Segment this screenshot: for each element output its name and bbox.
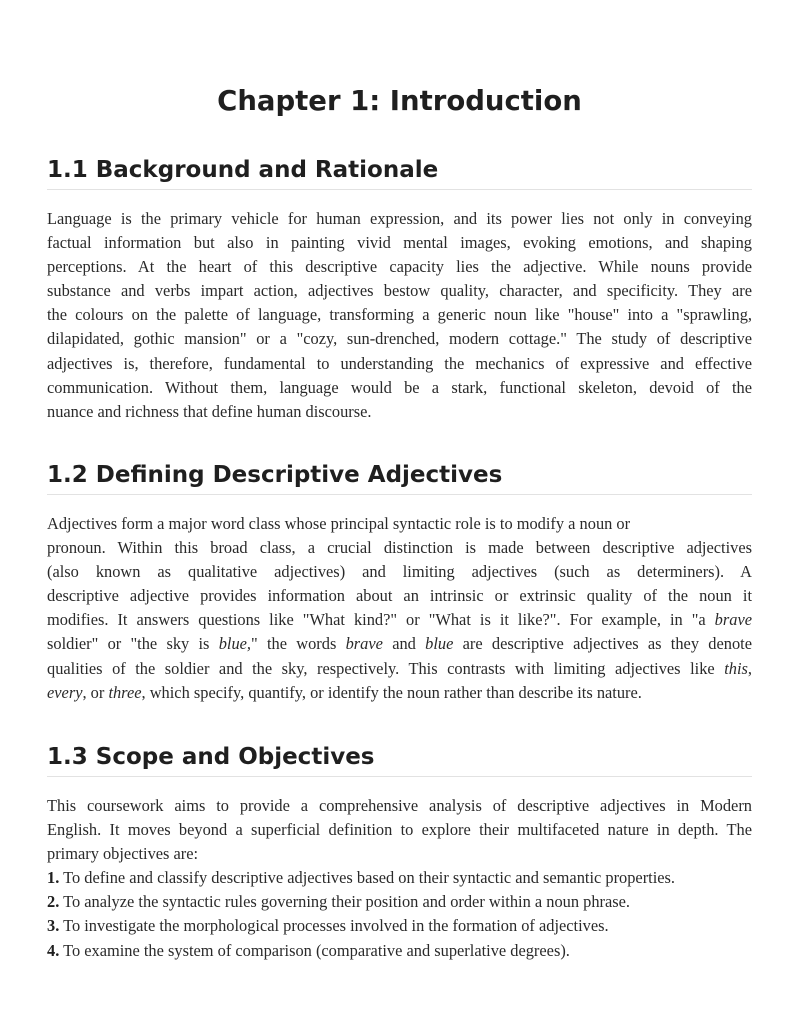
chapter-title: Chapter 1: Introduction	[217, 85, 582, 117]
text-line: dilapidated, gothic mansion" or a "cozy, sun-drenched, modern cottage." The study of descriptive	[47, 329, 752, 349]
text-line: (also known as qualitative adjectives) and limiting adjectives (such as determiners). A	[47, 562, 752, 582]
text-line: soldier" or "the sky is blue," the words brave and blue are descriptive adjectives as they denote	[47, 634, 752, 654]
text-line: primary objectives are:	[47, 844, 199, 864]
text-line: every, or three, which specify, quantify, or identify the noun rather than describe its nature.	[47, 682, 642, 702]
italic-word: brave	[714, 610, 752, 630]
text-line: substance and verbs impart action, adjectives bestow quality, character, and specificity. They are	[47, 281, 752, 301]
section-heading-defining: 1.2 Defining Descriptive Adjectives	[47, 460, 752, 495]
objective-item: 1. To define and classify descriptive adjectives based on their syntactic and semantic properties.	[47, 868, 676, 888]
text-line: the colours on the palette of language, transforming a generic noun like "house" into a "sprawling,	[47, 305, 752, 325]
italic-word: three	[108, 682, 142, 702]
text-line: communication. Without them, language would be a stark, functional skeleton, devoid of the	[47, 377, 752, 397]
section-heading-background: 1.1 Background and Rationale	[47, 155, 752, 190]
text-line: qualities of the soldier and the sky, respectively. This contrasts with limiting adjectives like this,	[47, 658, 752, 678]
text-line: This coursework aims to provide a comprehensive analysis of descriptive adjectives in Modern	[47, 796, 752, 815]
objective-number: 3.	[47, 916, 60, 936]
text-line: descriptive adjective provides information about an intrinsic or extrinsic quality of the noun it	[47, 586, 752, 606]
italic-word: this	[724, 658, 748, 678]
objective-number: 4.	[47, 940, 60, 960]
section-heading-scope: 1.3 Scope and Objectives	[47, 742, 752, 777]
objective-item: 2. To analyze the syntactic rules governing their position and order within a noun phrase.	[47, 892, 630, 912]
paragraph-scope	[47, 794, 752, 963]
italic-word: brave	[345, 634, 383, 654]
text-line: nuance and richness that define human discourse.	[47, 401, 372, 421]
italic-word: blue,	[218, 634, 252, 654]
text-line: factual information but also in painting vivid mental images, evoking emotions, and shaping	[47, 233, 752, 253]
paragraph-defining	[47, 512, 752, 705]
text-line: pronoun. Within this broad class, a crucial distinction is made between descriptive adjectives	[47, 538, 752, 558]
text-line: perceptions. At the heart of this descriptive capacity lies the adjective. While nouns provide	[47, 257, 752, 277]
text-line: adjectives is, therefore, fundamental to understanding the mechanics of expressive and effective	[47, 353, 752, 373]
italic-word: blue	[425, 634, 454, 654]
paragraph-background	[47, 207, 752, 424]
objective-item: 4. To examine the system of comparison (comparative and superlative degrees).	[47, 940, 570, 960]
text-line: English. It moves beyond a superficial definition to explore their multifaceted nature in depth. The	[47, 820, 752, 840]
objective-number: 2.	[47, 892, 60, 912]
italic-word: every	[47, 682, 83, 702]
text-line: Adjectives form a major word class whose principal syntactic role is to modify a noun or	[47, 514, 631, 533]
text-line: Language is the primary vehicle for human expression, and its power lies not only in conveying	[47, 209, 752, 228]
text-line: modifies. It answers questions like "What kind?" or "What is it like?". For example, in "a brave	[47, 610, 752, 630]
objective-item: 3. To investigate the morphological processes involved in the formation of adjectives.	[47, 916, 609, 936]
objective-number: 1.	[47, 868, 60, 888]
